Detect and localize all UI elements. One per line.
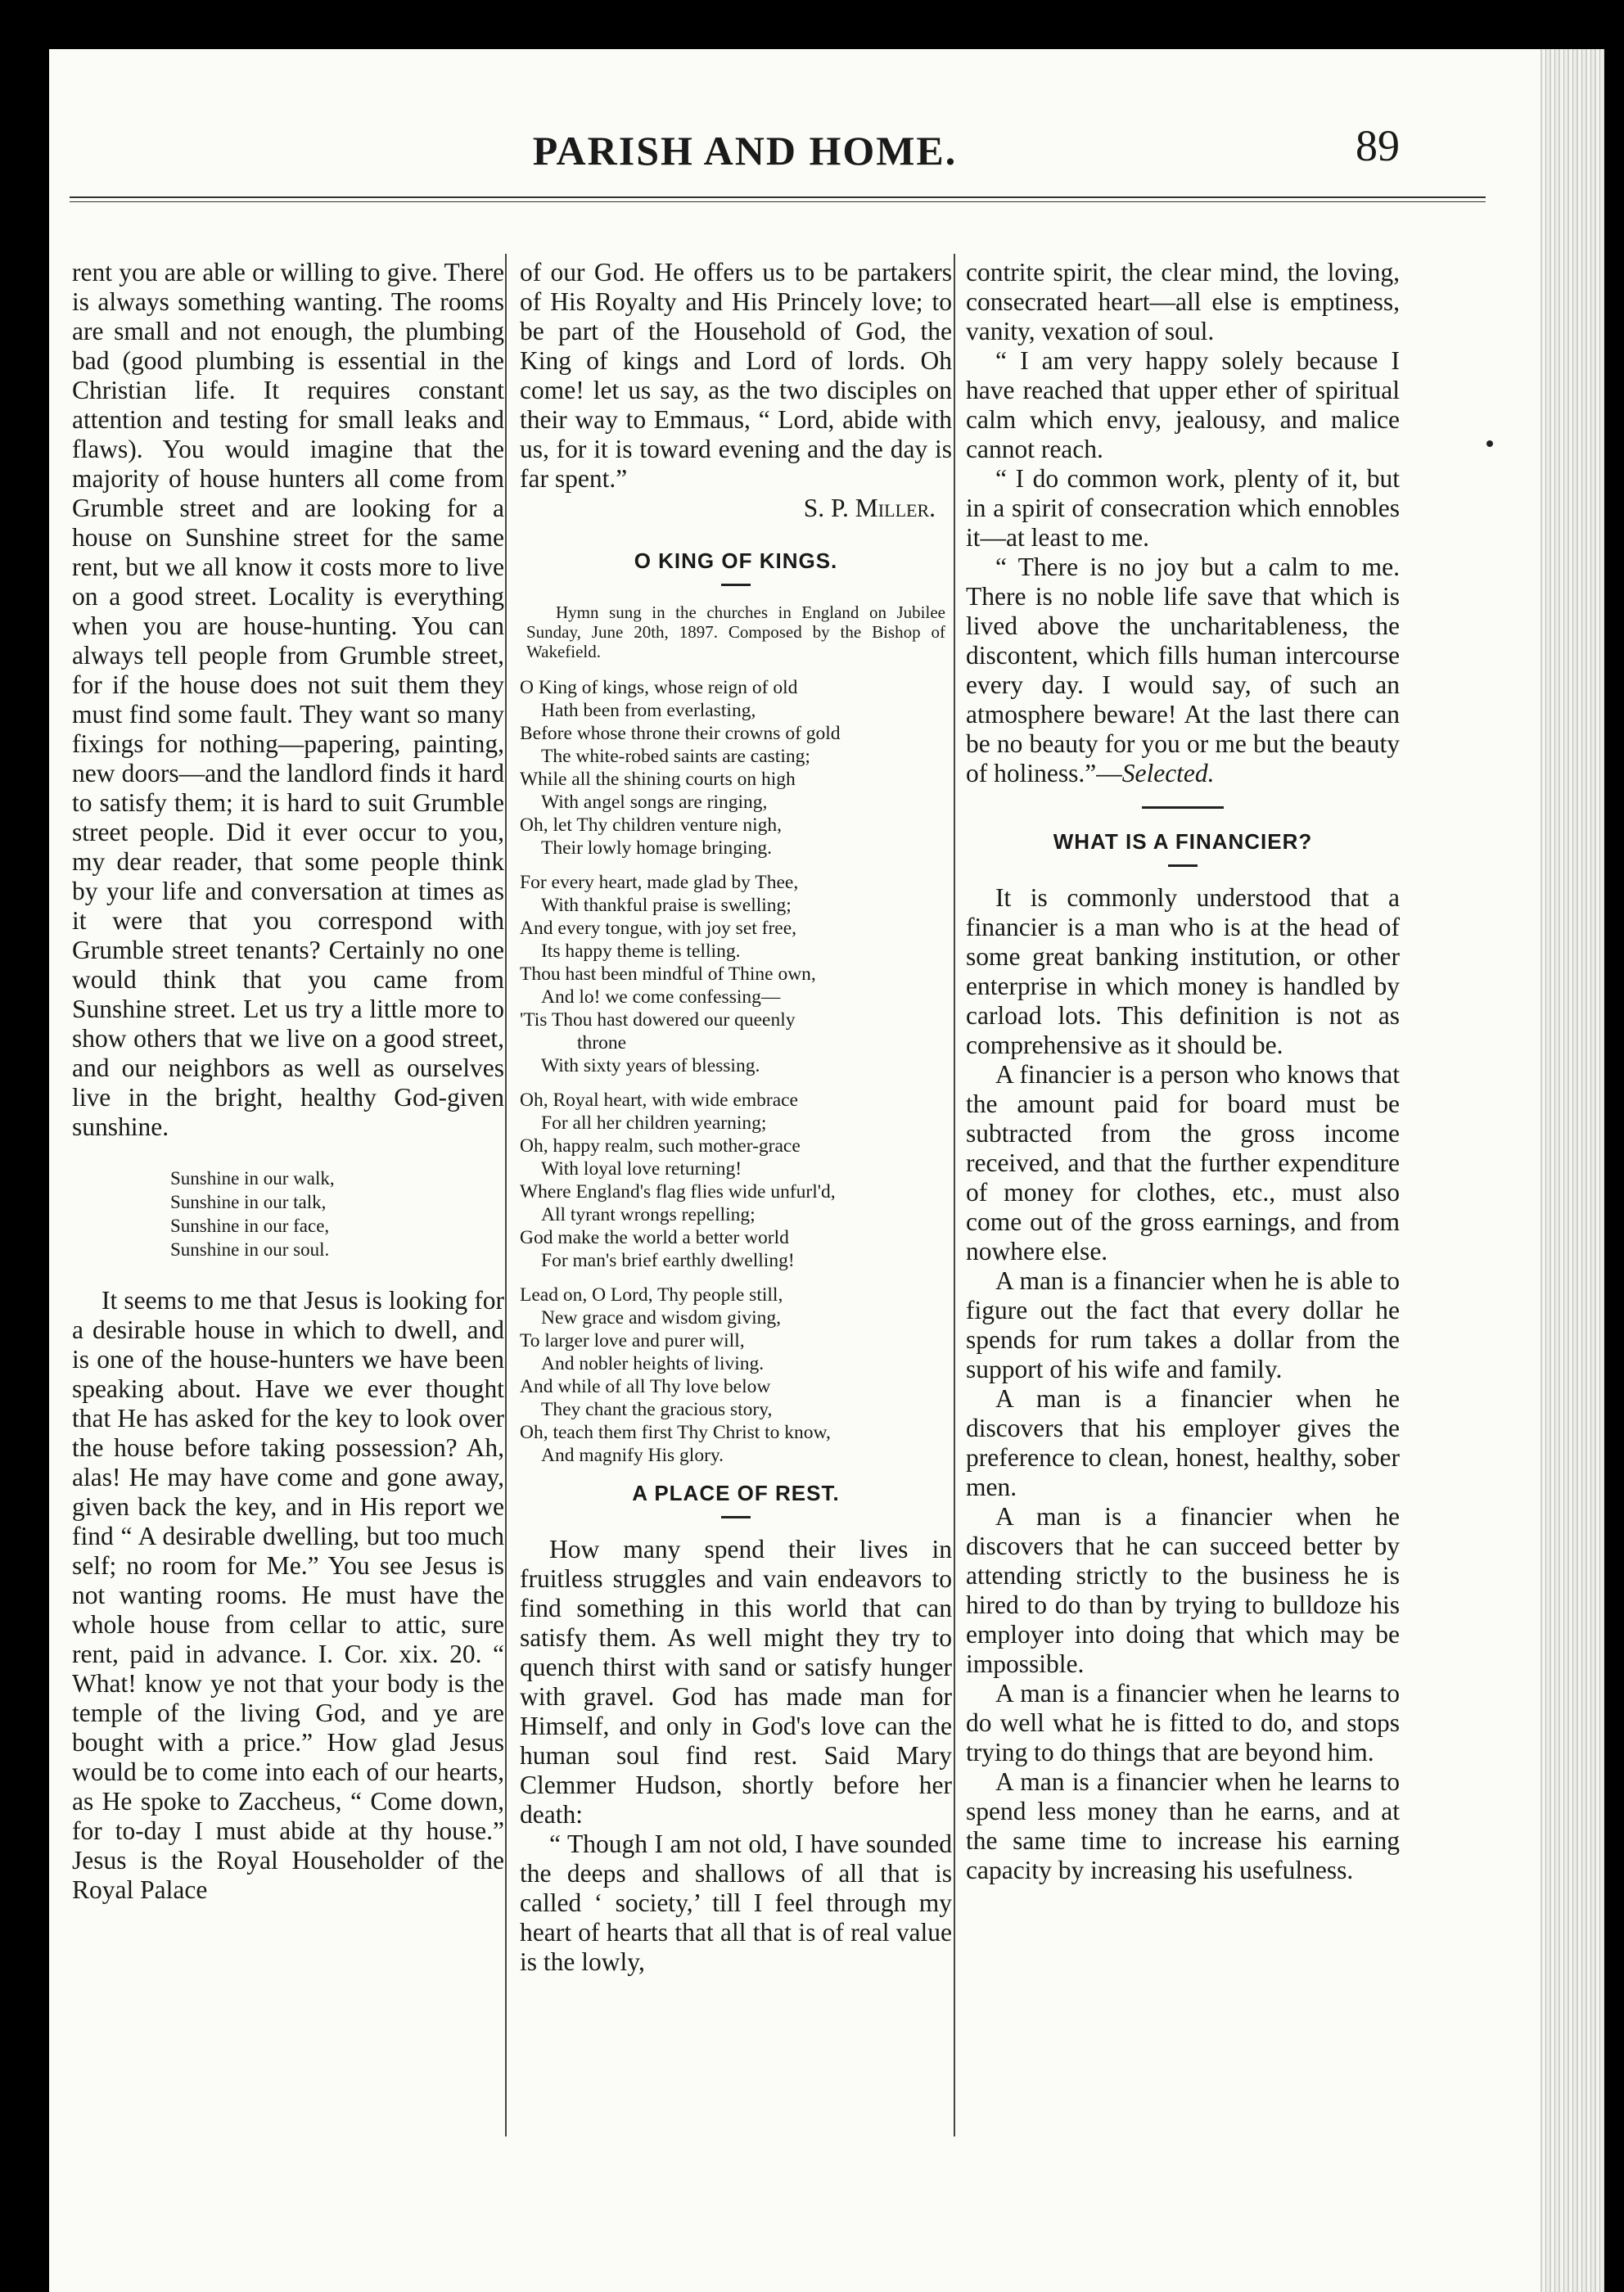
- hymn-line: New grace and wisdom giving,: [541, 1307, 782, 1329]
- financier-paragraph: A man is a financier when he learns to spend less money than he earns, and at the same time to increase his earning capacity by increasing his usefulness.: [966, 1767, 1400, 1884]
- hymn-line: The white-robed saints are casting;: [541, 746, 810, 767]
- hymn-line: Its happy theme is telling.: [541, 941, 741, 962]
- heading-dash: [1168, 864, 1198, 867]
- hymn-line: For every heart, made glad by Thee,: [520, 872, 799, 893]
- jesus-house-paragraph: It seems to me that Jesus is looking for a desirable house in which to dwell, and is one of the house-hunters we have been speaking about. Have we ever thought that He has asked for the key to look over the house before taking possession? Ah, alas! He may have come and gone away, given back the key, and in His report we find “ A desirable dwelling, but too much self; no room for Me.” You see Jesus is not wanting rooms. He must have the whole house from cellar to attic, sure rent, paid in advance. I. Cor. xix. 20. “ What! know ye not that your body is the temple of the living God, and ye are bought with a price.” How glad Jesus would be to come into each of our hearts, as He spoke to Zaccheus, “ Come down, for to-day I must abide at thy house.” Jesus is the Royal Householder of the Royal Palace: [72, 1286, 504, 1904]
- financier-paragraph: A financier is a person who knows that the amount paid for board must be subtracted from the gross income received, and that the further expenditure of money for clothes, etc., must also come out of the gross earnings, and from nowhere else.: [966, 1060, 1400, 1266]
- hymn-text: [520, 676, 952, 1467]
- quote-paragraph: [966, 553, 1400, 788]
- hymn-line: And magnify His glory.: [541, 1445, 724, 1466]
- hymn-line: For all her children yearning;: [541, 1112, 767, 1134]
- financier-paragraph: A man is a financier when he discovers that he can succeed better by attending strictly to the business he is hired to do than by trying to bulldoze his employer into doing that which may be impossible.: [966, 1502, 1400, 1678]
- hymn-intro: Hymn sung in the churches in England on Jubilee Sunday, June 20th, 1897. Composed by the Bishop of Wakefield.: [526, 602, 945, 661]
- verse-line: Sunshine in our face,: [170, 1216, 330, 1236]
- quote-text: “ There is no joy but a calm to me. There is no noble life save that which is lived above the uncharitableness, the discontent, which fills human intercourse every day. I would say, of such an atmosphere beware! At the last there can be no beauty for you or me but the beauty of holiness.”—: [966, 553, 1400, 787]
- hymn-line: Oh, let Thy children venture nigh,: [520, 814, 783, 836]
- author-signature: [520, 494, 952, 523]
- hymn-line: God make the world a better world: [520, 1227, 789, 1248]
- column-3: [966, 258, 1400, 1885]
- quote-paragraph: “ I am very happy solely because I have reached that upper ether of spiritual calm which envy, jealousy, and malice cannot reach.: [966, 346, 1400, 463]
- header-rule-top: [70, 196, 1486, 198]
- heading-dash: [721, 584, 751, 586]
- hymn-stanza-3: [520, 1089, 952, 1272]
- page-edges: [1541, 49, 1604, 2292]
- financier-heading: WHAT IS A FINANCIER?: [1053, 829, 1313, 854]
- margin-dot: [1486, 440, 1493, 447]
- financier-paragraph: It is commonly understood that a financier is a man who is at the head of some great banking institution, or other enterprise in which money is handled by carload lots. This definition is not as comprehensive as it should be.: [966, 883, 1400, 1059]
- verse-line: Sunshine in our walk,: [170, 1168, 335, 1189]
- verse-line: Sunshine in our soul.: [170, 1239, 330, 1260]
- hymn-line: With thankful praise is swelling;: [541, 895, 792, 916]
- hymn-line: And nobler heights of living.: [541, 1353, 765, 1374]
- hymn-line: All tyrant wrongs repelling;: [541, 1204, 756, 1225]
- column-2: [520, 258, 952, 1977]
- hymn-stanza-4: [520, 1284, 952, 1467]
- financier-paragraph: A man is a financier when he discovers that his employer gives the preference to clean, honest, healthy, sober men.: [966, 1384, 1400, 1501]
- signature-name: S. P. Miller.: [803, 494, 936, 522]
- hymn-line: With sixty years of blessing.: [541, 1055, 760, 1076]
- quote-paragraph: “ I do common work, plenty of it, but in a spirit of consecration which ennobles it—at least to me.: [966, 464, 1400, 552]
- hymn-line: They chant the gracious story,: [541, 1399, 773, 1420]
- place-of-rest-paragraph: How many spend their lives in fruitless struggles and vain endeavors to find something in this world that can satisfy them. As well might they try to quench thirst with sand or satisfy hunger with gravel. God has made man for Himself, and only in God's love can the human soul find rest. Said Mary Clemmer Hudson, shortly before her death:: [520, 1535, 952, 1829]
- column-divider-left: [505, 254, 507, 2136]
- hymn-line: 'Tis Thou hast dowered our queenly: [520, 1009, 796, 1031]
- verse-line: Sunshine in our talk,: [170, 1192, 327, 1212]
- hymn-line: Before whose throne their crowns of gold: [520, 723, 841, 744]
- hymn-heading: O KING OF KINGS.: [634, 548, 838, 573]
- hymn-line: throne: [577, 1032, 627, 1054]
- hymn-line: While all the shining courts on high: [520, 769, 796, 790]
- continued-paragraph: of our God. He offers us to be partakers of His Royalty and His Princely love; to be part of the Household of God, the King of kings and Lord of lords. Oh come! let us say, as the two disciples on their way to Emmaus, “ Lord, abide with us, for it is toward evening and the day is far spent.”: [520, 258, 952, 493]
- hymn-line: And lo! we come confessing—: [541, 986, 781, 1008]
- hymn-line: Where England's flag flies wide unfurl'd,: [520, 1181, 836, 1202]
- financier-paragraph: A man is a financier when he learns to do well what he is fitted to do, and stops trying to do things that are beyond him.: [966, 1679, 1400, 1766]
- hymn-stanza-1: [520, 676, 952, 860]
- hymn-line: For man's brief earthly dwelling!: [541, 1250, 795, 1271]
- financier-paragraph: A man is a financier when he is able to figure out the fact that every dollar he spends for rum takes a dollar from the support of his wife and family.: [966, 1266, 1400, 1383]
- heading-dash: [721, 1516, 751, 1518]
- hymn-line: Thou hast been mindful of Thine own,: [520, 963, 816, 985]
- sunshine-paragraph: rent you are able or willing to give. There is always something wanting. The rooms are small and not enough, the plumbing bad (good plumbing is essential in the Christian life. It requires constant attention and testing for small leaks and flaws). You would imagine that the majority of house hunters all come from Grumble street and are looking for a house on Sunshine street for the same rent, but we all know it costs more to live on a good street. Locality is everything when you are house-hunting. You can always tell people from Grumble street, for if the house does not suit them they must find some fault. They want so many fixings for nothing—papering, painting, new doors—and the landlord finds it hard to satisfy them; it is hard to suit Grumble street people. Did it ever occur to you, my dear reader, that some people think by your life and conversation at times as it were that you correspond with Grumble street tenants? Certainly no one would think that you came from Sunshine street. Let us try a little more to show others that we live on a good street, and our neighbors as well as ourselves live in the bright, healthy God-given sunshine.: [72, 258, 504, 1141]
- hymn-line: To larger love and purer will,: [520, 1330, 745, 1351]
- page-header: [49, 121, 1441, 192]
- hymn-line: Their lowly homage bringing.: [541, 837, 772, 859]
- section-separator: [1142, 806, 1224, 809]
- running-title: PARISH AND HOME.: [532, 128, 958, 174]
- place-of-rest-heading: A PLACE OF REST.: [632, 1481, 840, 1505]
- hymn-line: O King of kings, whose reign of old: [520, 677, 798, 698]
- page-number: 89: [1356, 121, 1400, 170]
- hymn-stanza-2: [520, 871, 952, 1077]
- column-divider-right: [954, 254, 955, 2136]
- hudson-quote: “ Though I am not old, I have sounded the deeps and shallows of all that is called ‘ society,’ till I feel through my heart of hearts that all that is of real value is the lowly,: [520, 1830, 952, 1976]
- hymn-line: And while of all Thy love below: [520, 1376, 771, 1397]
- hymn-line: Oh, happy realm, such mother-grace: [520, 1135, 801, 1157]
- selected-credit: Selected.: [1121, 759, 1215, 787]
- hymn-line: Lead on, O Lord, Thy people still,: [520, 1284, 783, 1306]
- hymn-line: With angel songs are ringing,: [541, 792, 768, 813]
- hymn-line: With loyal love returning!: [541, 1158, 742, 1180]
- quote-continued: contrite spirit, the clear mind, the loving, consecrated heart—all else is emptiness, vanity, vexation of soul.: [966, 258, 1400, 345]
- column-1: [72, 258, 504, 1905]
- hymn-line: Oh, teach them first Thy Christ to know,: [520, 1422, 831, 1443]
- hymn-line: Hath been from everlasting,: [541, 700, 756, 721]
- hymn-line: And every tongue, with joy set free,: [520, 918, 797, 939]
- header-rule-bottom: [70, 201, 1486, 202]
- sunshine-verse: [170, 1166, 504, 1261]
- magazine-page: [49, 49, 1604, 2292]
- hymn-line: Oh, Royal heart, with wide embrace: [520, 1090, 798, 1111]
